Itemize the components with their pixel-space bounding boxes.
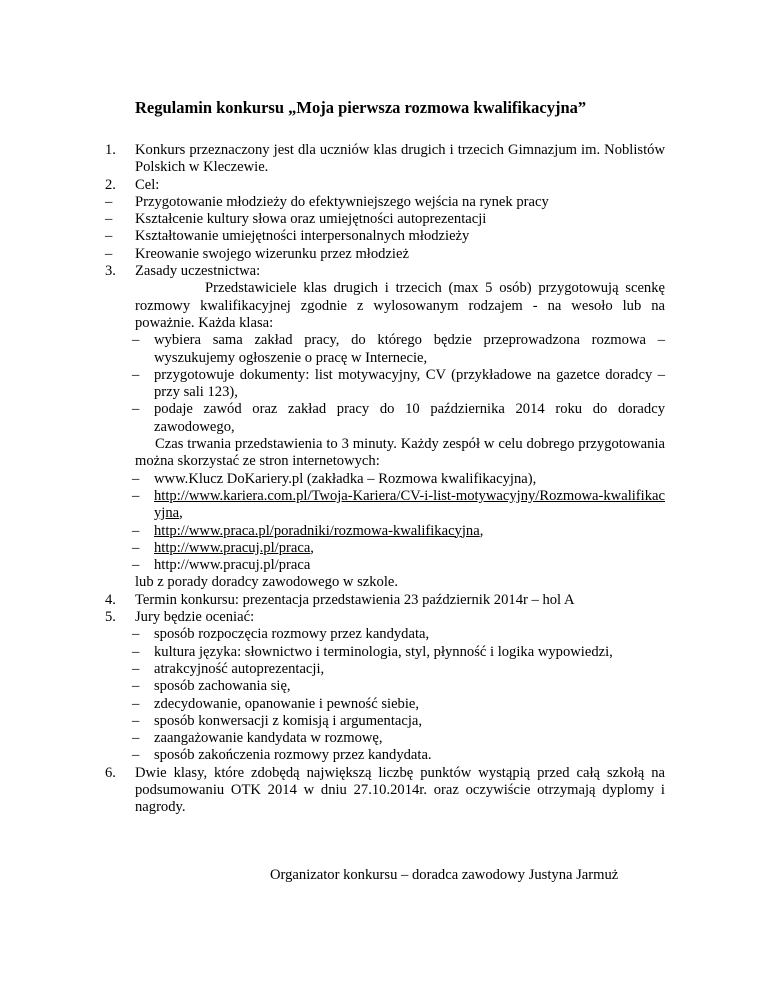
class-task-item bbox=[105, 332, 665, 367]
dash-bullet: – bbox=[132, 626, 140, 643]
document-title: Regulamin konkursu „Moja pierwsza rozmowa kwalifikacyjna” bbox=[135, 98, 587, 117]
website-item bbox=[105, 557, 665, 574]
goal-text: Kreowanie swojego wizerunku przez młodzież bbox=[135, 245, 409, 262]
criterion-item bbox=[105, 644, 665, 661]
item-number: 6. bbox=[105, 764, 116, 781]
item-text: Konkurs przeznaczony jest dla uczniów klas drugich i trzecich Gimnazjum im. Noblistów Polskich w Kleczewie. bbox=[135, 142, 665, 176]
dash-bullet: – bbox=[132, 712, 140, 729]
class-task-item bbox=[105, 401, 665, 436]
goal-item bbox=[105, 246, 665, 263]
criterion-item bbox=[105, 747, 665, 764]
item-number: 3. bbox=[105, 263, 116, 280]
criterion-text: kultura języka: słownictwo i terminologia, styl, płynność i logika wypowiedzi, bbox=[154, 643, 613, 660]
dash-bullet: – bbox=[132, 660, 140, 677]
dash-bullet: – bbox=[132, 332, 140, 349]
criterion-text: zdecydowanie, opanowanie i pewność siebie, bbox=[154, 695, 420, 712]
goal-text: Kształtowanie umiejętności interpersonalnych młodzieży bbox=[135, 228, 470, 245]
criterion-text: sposób rozpoczęcia rozmowy przez kandydata, bbox=[154, 626, 430, 643]
regulations-list bbox=[105, 142, 665, 817]
dash-bullet: – bbox=[132, 470, 140, 487]
website-item bbox=[105, 488, 665, 523]
dash-bullet: – bbox=[132, 487, 140, 504]
dash-bullet: – bbox=[132, 695, 140, 712]
class-task-item bbox=[105, 367, 665, 402]
goal-item bbox=[105, 211, 665, 228]
dash-bullet: – bbox=[132, 643, 140, 660]
criterion-text: sposób zakończenia rozmowy przez kandydata. bbox=[154, 747, 432, 764]
goal-item bbox=[105, 194, 665, 211]
dash-bullet: – bbox=[105, 211, 113, 228]
link-punctuation: , bbox=[310, 539, 314, 556]
list-item bbox=[105, 592, 665, 609]
link-punctuation: , bbox=[479, 522, 484, 539]
goal-text: Kształcenie kultury słowa oraz umiejętności autoprezentacji bbox=[135, 211, 487, 228]
dash-bullet: – bbox=[132, 522, 140, 539]
website-text: http://www.pracuj.pl/praca bbox=[154, 557, 311, 574]
dash-bullet: – bbox=[105, 193, 113, 210]
dash-bullet: – bbox=[132, 747, 140, 764]
dash-bullet: – bbox=[132, 678, 140, 695]
kariera-link[interactable]: http://www.kariera.com.pl/Twoja-Kariera/CV-i-list-motywacyjny/Rozmowa-kwalifikacyjna bbox=[154, 487, 665, 522]
duration-paragraph: Czas trwania przedstawienia to 3 minuty. Każdy zespół w celu dobrego przygotowania można skorzystać ze stron internetowych: bbox=[135, 436, 665, 470]
item-text: Dwie klasy, które zdobędą największą liczbę punktów wystąpią przed całą szkołą na podsumowaniu OTK 2014 w dniu 27.10.2014r. oraz oczywiście otrzymają dyplomy i nagrody. bbox=[135, 764, 665, 816]
dash-bullet: – bbox=[132, 557, 140, 574]
item-number: 4. bbox=[105, 591, 116, 608]
criterion-item bbox=[105, 730, 665, 747]
dash-bullet: – bbox=[132, 401, 140, 418]
list-item bbox=[105, 142, 665, 177]
link-punctuation: , bbox=[179, 505, 183, 522]
dash-bullet: – bbox=[105, 245, 113, 262]
class-task-text: podaje zawód oraz zakład pracy do 10 października 2014 roku do doradcy zawodowego, bbox=[154, 401, 665, 435]
organizer-signature: Organizator konkursu – doradca zawodowy Justyna Jarmuż bbox=[270, 867, 619, 883]
rules-paragraph: Przedstawiciele klas drugich i trzecich (max 5 osób) przygotowują scenkę rozmowy kwalifikacyjnej zgodnie z wylosowanym rodzajem - na wesoło lub na poważnie. Każda klasa: bbox=[135, 280, 665, 331]
item-text: Cel: bbox=[135, 176, 160, 193]
website-item bbox=[105, 471, 665, 488]
criterion-item bbox=[105, 661, 665, 678]
list-item bbox=[105, 609, 665, 626]
dash-bullet: – bbox=[105, 228, 113, 245]
criterion-text: atrakcyjność autoprezentacji, bbox=[154, 660, 325, 677]
list-item bbox=[105, 263, 665, 280]
criterion-item bbox=[105, 713, 665, 730]
list-item bbox=[105, 177, 665, 194]
criterion-text: sposób konwersacji z komisją i argumentacja, bbox=[154, 712, 423, 729]
item-text: Zasady uczestnictwa: bbox=[135, 263, 261, 280]
criterion-item bbox=[105, 626, 665, 643]
dash-bullet: – bbox=[132, 366, 140, 383]
pracuj-link[interactable]: http://www.pracuj.pl/praca bbox=[154, 539, 311, 556]
item-text: Jury będzie oceniać: bbox=[135, 609, 255, 626]
dash-bullet: – bbox=[132, 730, 140, 747]
criterion-text: zaangażowanie kandydata w rozmowę, bbox=[154, 730, 383, 747]
item-number: 2. bbox=[105, 176, 116, 193]
criterion-item bbox=[105, 696, 665, 713]
criterion-item bbox=[105, 678, 665, 695]
item-number: 1. bbox=[105, 142, 116, 158]
website-item bbox=[105, 540, 665, 557]
class-task-text: przygotowuje dokumenty: list motywacyjny, CV (przykładowe na gazetce doradcy – przy sali 123), bbox=[154, 366, 665, 401]
advice-line: lub z porady doradcy zawodowego w szkole. bbox=[135, 574, 399, 591]
praca-link[interactable]: http://www.praca.pl/poradniki/rozmowa-kwalifikacyjna bbox=[154, 522, 480, 539]
website-text: www.Klucz DoKariery.pl (zakładka – Rozmowa kwalifikacyjna), bbox=[154, 470, 537, 487]
class-task-text: wybiera sama zakład pracy, do którego będzie przeprowadzona rozmowa – wyszukujemy ogłoszenie o pracę w Internecie, bbox=[154, 332, 665, 366]
item-text: Termin konkursu: prezentacja przedstawienia 23 październik 2014r – hol A bbox=[135, 591, 575, 608]
goal-item bbox=[105, 228, 665, 245]
goal-text: Przygotowanie młodzieży do efektywniejszego wejścia na rynek pracy bbox=[135, 193, 549, 210]
criterion-text: sposób zachowania się, bbox=[154, 678, 291, 695]
dash-bullet: – bbox=[132, 539, 140, 556]
item-number: 5. bbox=[105, 609, 116, 626]
website-item bbox=[105, 523, 665, 540]
list-item bbox=[105, 765, 665, 817]
